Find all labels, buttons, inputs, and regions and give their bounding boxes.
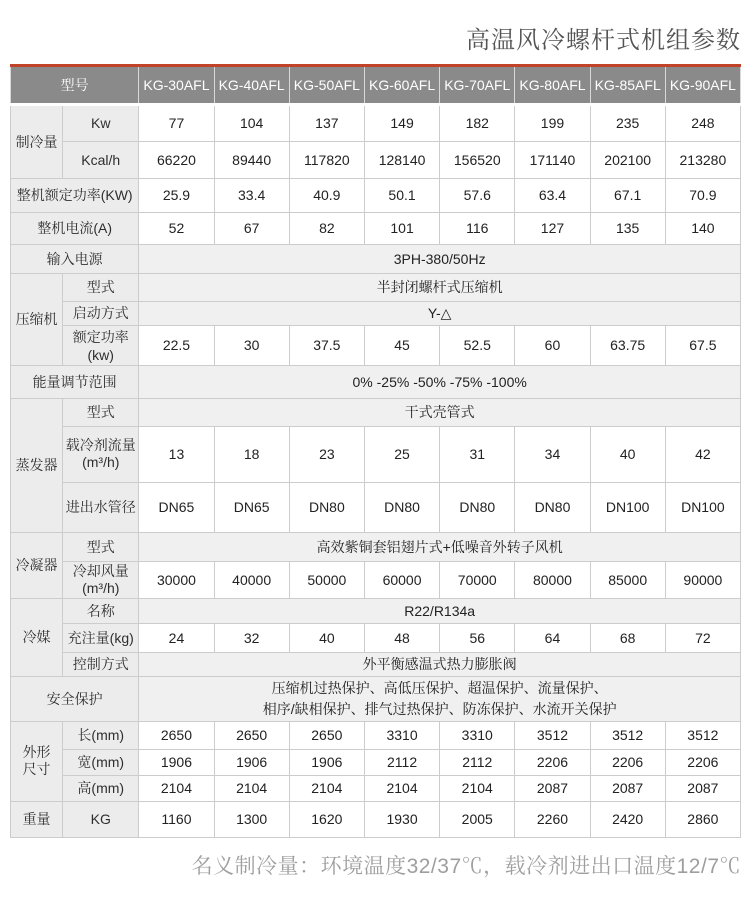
spec-value-cell: 1300 [214,801,289,837]
page-title: 高温风冷螺杆式机组参数 [466,27,741,54]
spec-value-cell: 140 [665,212,740,244]
spec-value-cell: DN80 [289,482,364,532]
spec-value-cell: 2650 [139,721,214,749]
model-column-header: KG-80AFL [515,67,590,104]
row-label: 额定功率(kw) [63,325,139,365]
spec-value-cell: 40000 [214,561,289,598]
spec-value-cell: 1906 [214,749,289,775]
spec-value-cell: 45 [364,325,439,365]
spec-value-merged: Y-△ [139,301,741,325]
spec-value-cell: 25.9 [139,178,214,212]
table-row [11,775,741,801]
table-row [11,721,741,749]
table-row [11,749,741,775]
spec-value-cell: 33.4 [214,178,289,212]
spec-value-cell: DN100 [665,482,740,532]
spec-value-cell: 67.5 [665,325,740,365]
spec-value-cell: 37.5 [289,325,364,365]
row-label-unit: (m³/h) [82,454,120,470]
spec-value-merged [139,676,741,721]
spec-value-cell: 2206 [665,749,740,775]
spec-value-cell: 80000 [515,561,590,598]
spec-value-cell: 70000 [440,561,515,598]
spec-value-cell: 117820 [289,141,364,178]
spec-value-cell: 40 [590,426,665,482]
spec-value-cell: 248 [665,104,740,141]
spec-value-cell: 2104 [214,775,289,801]
table-row [11,598,741,623]
row-label: 整机电流(A) [11,212,139,244]
spec-value-cell: 40 [289,623,364,652]
row-group-label: 蒸发器 [11,398,63,532]
spec-value-merged: 半封闭螺杆式压缩机 [139,273,741,301]
spec-value-cell: 128140 [364,141,439,178]
spec-value-cell: 135 [590,212,665,244]
spec-value-cell: 137 [289,104,364,141]
row-label-line: 载冷剂流量 [65,437,136,453]
table-row [11,652,741,676]
spec-value-cell: 23 [289,426,364,482]
row-label: Kcal/h [63,141,139,178]
row-label: 型式 [63,273,139,301]
spec-value-cell: 63.4 [515,178,590,212]
table-row [11,301,741,325]
spec-value-cell: 156520 [440,141,515,178]
spec-value-cell: 63.75 [590,325,665,365]
spec-value-cell: 3512 [665,721,740,749]
spec-value-cell: 149 [364,104,439,141]
spec-value-cell: 2087 [590,775,665,801]
model-header-label: 型号 [11,67,139,104]
spec-value-cell: 2860 [665,801,740,837]
spec-value-cell: 2104 [440,775,515,801]
row-label: 整机额定功率(KW) [11,178,139,212]
row-group-label: 制冷量 [11,104,63,178]
table-row [11,398,741,426]
spec-value-merged: 0% -25% -50% -75% -100% [139,365,741,398]
table-row [11,244,741,273]
row-label: 名称 [63,598,139,623]
spec-value-cell: 60000 [364,561,439,598]
row-label: KG [63,801,139,837]
spec-value-cell: DN100 [590,482,665,532]
spec-value-cell: 24 [139,623,214,652]
spec-value-merged: 3PH-380/50Hz [139,244,741,273]
row-label: 进出水管径 [63,482,139,532]
row-label-unit: (m³/h) [82,579,120,596]
row-group-label: 冷媒 [11,598,63,676]
spec-value-cell: 2087 [515,775,590,801]
spec-value-cell: 2420 [590,801,665,837]
spec-value-cell: 30 [214,325,289,365]
spec-value-cell: 199 [515,104,590,141]
spec-value-cell: 104 [214,104,289,141]
spec-value-merged: 外平衡感温式热力膨胀阀 [139,652,741,676]
spec-value-cell: 18 [214,426,289,482]
table-row [11,482,741,532]
spec-value-cell: 31 [440,426,515,482]
table-row [11,325,741,365]
row-label: 能量调节范围 [11,365,139,398]
spec-value-cell: 2005 [440,801,515,837]
spec-value-cell: 64 [515,623,590,652]
table-row [11,212,741,244]
spec-value-merged: 干式壳管式 [139,398,741,426]
spec-value-cell: 2206 [590,749,665,775]
spec-value-cell: 3512 [515,721,590,749]
spec-value-cell: 2650 [289,721,364,749]
row-group-label: 冷凝器 [11,532,63,598]
spec-value-cell: 2104 [289,775,364,801]
spec-value-cell: 50000 [289,561,364,598]
spec-value-cell: 25 [364,426,439,482]
spec-value-cell: 34 [515,426,590,482]
spec-value-cell: 52 [139,212,214,244]
spec-value-cell: 57.6 [440,178,515,212]
row-group-line: 尺寸 [22,761,51,777]
table-row [11,141,741,178]
table-row [11,801,741,837]
spec-value-cell: 3512 [590,721,665,749]
spec-value-cell: 42 [665,426,740,482]
spec-value-cell: 101 [364,212,439,244]
row-label: Kw [63,104,139,141]
footnote: 名义制冷量：环境温度32/37℃，载冷剂进出口温度12/7℃ [191,854,741,878]
table-header-row [11,67,741,104]
spec-value-cell: 202100 [590,141,665,178]
spec-value-cell: 171140 [515,141,590,178]
spec-value-cell: 70.9 [665,178,740,212]
table-row [11,273,741,301]
safety-text-line: 相序/缺相保护、排气过热保护、防冻保护、水流开关保护 [262,700,617,717]
spec-value-cell: 89440 [214,141,289,178]
spec-value-cell: 2260 [515,801,590,837]
spec-value-cell: 1906 [139,749,214,775]
spec-value-merged: 高效紫铜套铝翅片式+低噪音外转子风机 [139,532,741,561]
spec-value-cell: 56 [440,623,515,652]
row-label: 长(mm) [63,721,139,749]
spec-value-cell: DN80 [515,482,590,532]
spec-value-cell: 1160 [139,801,214,837]
spec-value-cell: 40.9 [289,178,364,212]
spec-value-cell: 90000 [665,561,740,598]
spec-value-cell: 1620 [289,801,364,837]
spec-value-cell: 2650 [214,721,289,749]
spec-value-cell: 67.1 [590,178,665,212]
table-row [11,532,741,561]
row-label: 充注量(kg) [63,623,139,652]
model-column-header: KG-40AFL [214,67,289,104]
spec-value-cell: 50.1 [364,178,439,212]
row-group-label: 重量 [11,801,63,837]
spec-value-cell: 82 [289,212,364,244]
spec-value-cell: 22.5 [139,325,214,365]
row-label: 型式 [63,398,139,426]
row-label: 输入电源 [11,244,139,273]
safety-text-line: 压缩机过热保护、高低压保护、超温保护、流量保护、 [271,679,608,696]
spec-value-cell: DN80 [440,482,515,532]
spec-value-cell: 13 [139,426,214,482]
row-label: 型式 [63,532,139,561]
spec-value-cell: 32 [214,623,289,652]
row-label-line: 冷却风量 [72,562,129,579]
spec-value-cell: 3310 [440,721,515,749]
row-label [63,426,139,482]
spec-value-cell: 66220 [139,141,214,178]
spec-value-cell: 2104 [364,775,439,801]
spec-value-cell: 60 [515,325,590,365]
spec-value-cell: 77 [139,104,214,141]
row-group-label: 压缩机 [11,273,63,365]
model-column-header: KG-30AFL [139,67,214,104]
model-column-header: KG-60AFL [364,67,439,104]
table-row [11,623,741,652]
model-column-header: KG-85AFL [590,67,665,104]
spec-value-cell: 85000 [590,561,665,598]
row-group-line: 外形 [22,744,51,760]
table-row [11,561,741,598]
spec-value-cell: DN65 [214,482,289,532]
spec-value-cell: 1930 [364,801,439,837]
spec-value-cell: 1906 [289,749,364,775]
spec-value-cell: 68 [590,623,665,652]
spec-value-cell: 182 [440,104,515,141]
table-row [11,365,741,398]
table-row [11,426,741,482]
spec-value-cell: 67 [214,212,289,244]
model-column-header: KG-90AFL [665,67,740,104]
row-label [63,561,139,598]
spec-value-cell: 2206 [515,749,590,775]
row-label: 宽(mm) [63,749,139,775]
spec-value-cell: 2112 [440,749,515,775]
row-label: 控制方式 [63,652,139,676]
spec-value-cell: DN65 [139,482,214,532]
spec-value-cell: 2112 [364,749,439,775]
row-label: 启动方式 [63,301,139,325]
spec-value-cell: 2104 [139,775,214,801]
table-row [11,178,741,212]
spec-table [10,67,741,838]
model-column-header: KG-70AFL [440,67,515,104]
row-label: 安全保护 [11,676,139,721]
row-group-label [11,721,63,801]
spec-value-cell: 116 [440,212,515,244]
table-row [11,676,741,721]
row-label: 高(mm) [63,775,139,801]
spec-value-merged: R22/R134a [139,598,741,623]
spec-value-cell: 48 [364,623,439,652]
spec-value-cell: 213280 [665,141,740,178]
spec-value-cell: 2087 [665,775,740,801]
spec-value-cell: DN80 [364,482,439,532]
spec-value-cell: 72 [665,623,740,652]
table-row [11,104,741,141]
spec-value-cell: 235 [590,104,665,141]
spec-value-cell: 30000 [139,561,214,598]
model-column-header: KG-50AFL [289,67,364,104]
page [0,20,751,880]
spec-value-cell: 127 [515,212,590,244]
spec-value-cell: 3310 [364,721,439,749]
spec-value-cell: 52.5 [440,325,515,365]
